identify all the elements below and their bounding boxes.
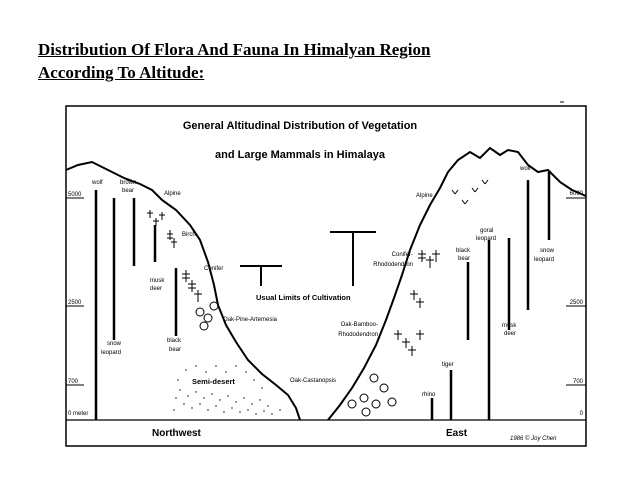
animal-brown-bear-1: brown <box>120 180 137 186</box>
animal-black-bear-left-1: black <box>167 338 182 344</box>
mountain-profile-right <box>328 148 586 420</box>
cultivation-markers <box>240 232 376 286</box>
slide-title-line-2: According To Altitude: <box>38 63 205 82</box>
semi-desert-dots <box>173 365 280 414</box>
animal-musk-deer-left-2: deer <box>150 286 163 292</box>
label-conifer-rhodo-1: Conifer- <box>391 252 413 258</box>
animal-black-bear-right-2: bear <box>458 256 471 262</box>
animal-snow-leopard-left-1: snow <box>107 341 122 347</box>
label-conifer: Conifer <box>204 266 224 272</box>
animal-goral-1: goral <box>480 228 494 234</box>
label-oak-bamboo-1: Oak-Bamboo- <box>340 322 378 328</box>
altitude-700-right: 700 <box>572 379 583 385</box>
label-alpine-left: Alpine <box>164 191 181 197</box>
region-northwest: Northwest <box>152 428 201 439</box>
animal-goral-2: leopard <box>476 236 497 242</box>
animal-musk-deer-right-2: deer <box>504 331 517 337</box>
altitude-2500-right: 2500 <box>569 300 583 306</box>
altitude-0-meter: 0 meter <box>68 411 89 417</box>
diagram-heading-line-1: General Altitudinal Distribution of Vegetation <box>182 120 418 132</box>
label-oak-pine-artemesia: Oak-Pine-Artemesia <box>223 317 278 323</box>
animal-brown-bear-2: bear <box>122 188 135 194</box>
label-oak-castanopsis: Oak-Castanopsis <box>290 378 337 384</box>
animal-snow-leopard-right-2: leopard <box>534 257 555 263</box>
animal-rhino: rhino <box>422 392 436 398</box>
animal-musk-deer-left-1: musk <box>150 278 165 284</box>
altitude-700: 700 <box>68 379 79 385</box>
animal-black-bear-left-2: bear <box>169 347 182 353</box>
label-conifer-rhodo-2: Rhododendron <box>373 262 413 268</box>
animal-wolf-right: wolf <box>520 166 531 172</box>
mountain-profile-left <box>66 162 300 420</box>
credit-text: 1986 © Joy Chen <box>510 436 557 442</box>
label-semi-desert: Semi-desert <box>192 377 235 386</box>
animal-snow-leopard-left-2: leopard <box>101 350 122 356</box>
region-east: East <box>446 428 468 439</box>
animal-musk-deer-right-1: musk <box>502 323 517 329</box>
altitude-5000: 5000 <box>68 192 82 198</box>
diagram-heading-line-2: and Large Mammals in Himalaya <box>215 149 385 161</box>
slide-title-line-1: Distribution Of Flora And Fauna In Himalyan Region <box>38 40 431 59</box>
label-birch: Birch <box>182 232 196 238</box>
altitude-6000-right: 6000 <box>569 191 583 197</box>
altitude-2500: 2500 <box>68 300 82 306</box>
label-alpine-right: Alpine <box>416 193 433 199</box>
animal-wolf-left: wolf <box>92 180 103 186</box>
animal-snow-leopard-right-1: snow <box>540 248 555 254</box>
animal-tiger: tiger <box>442 362 454 368</box>
label-cultivation-limits: Usual Limits of Cultivation <box>256 293 351 302</box>
label-oak-bamboo-2: Rhododendron <box>338 332 378 338</box>
animal-black-bear-right-1: black <box>456 248 471 254</box>
altitude-0-right: 0 <box>579 411 583 417</box>
